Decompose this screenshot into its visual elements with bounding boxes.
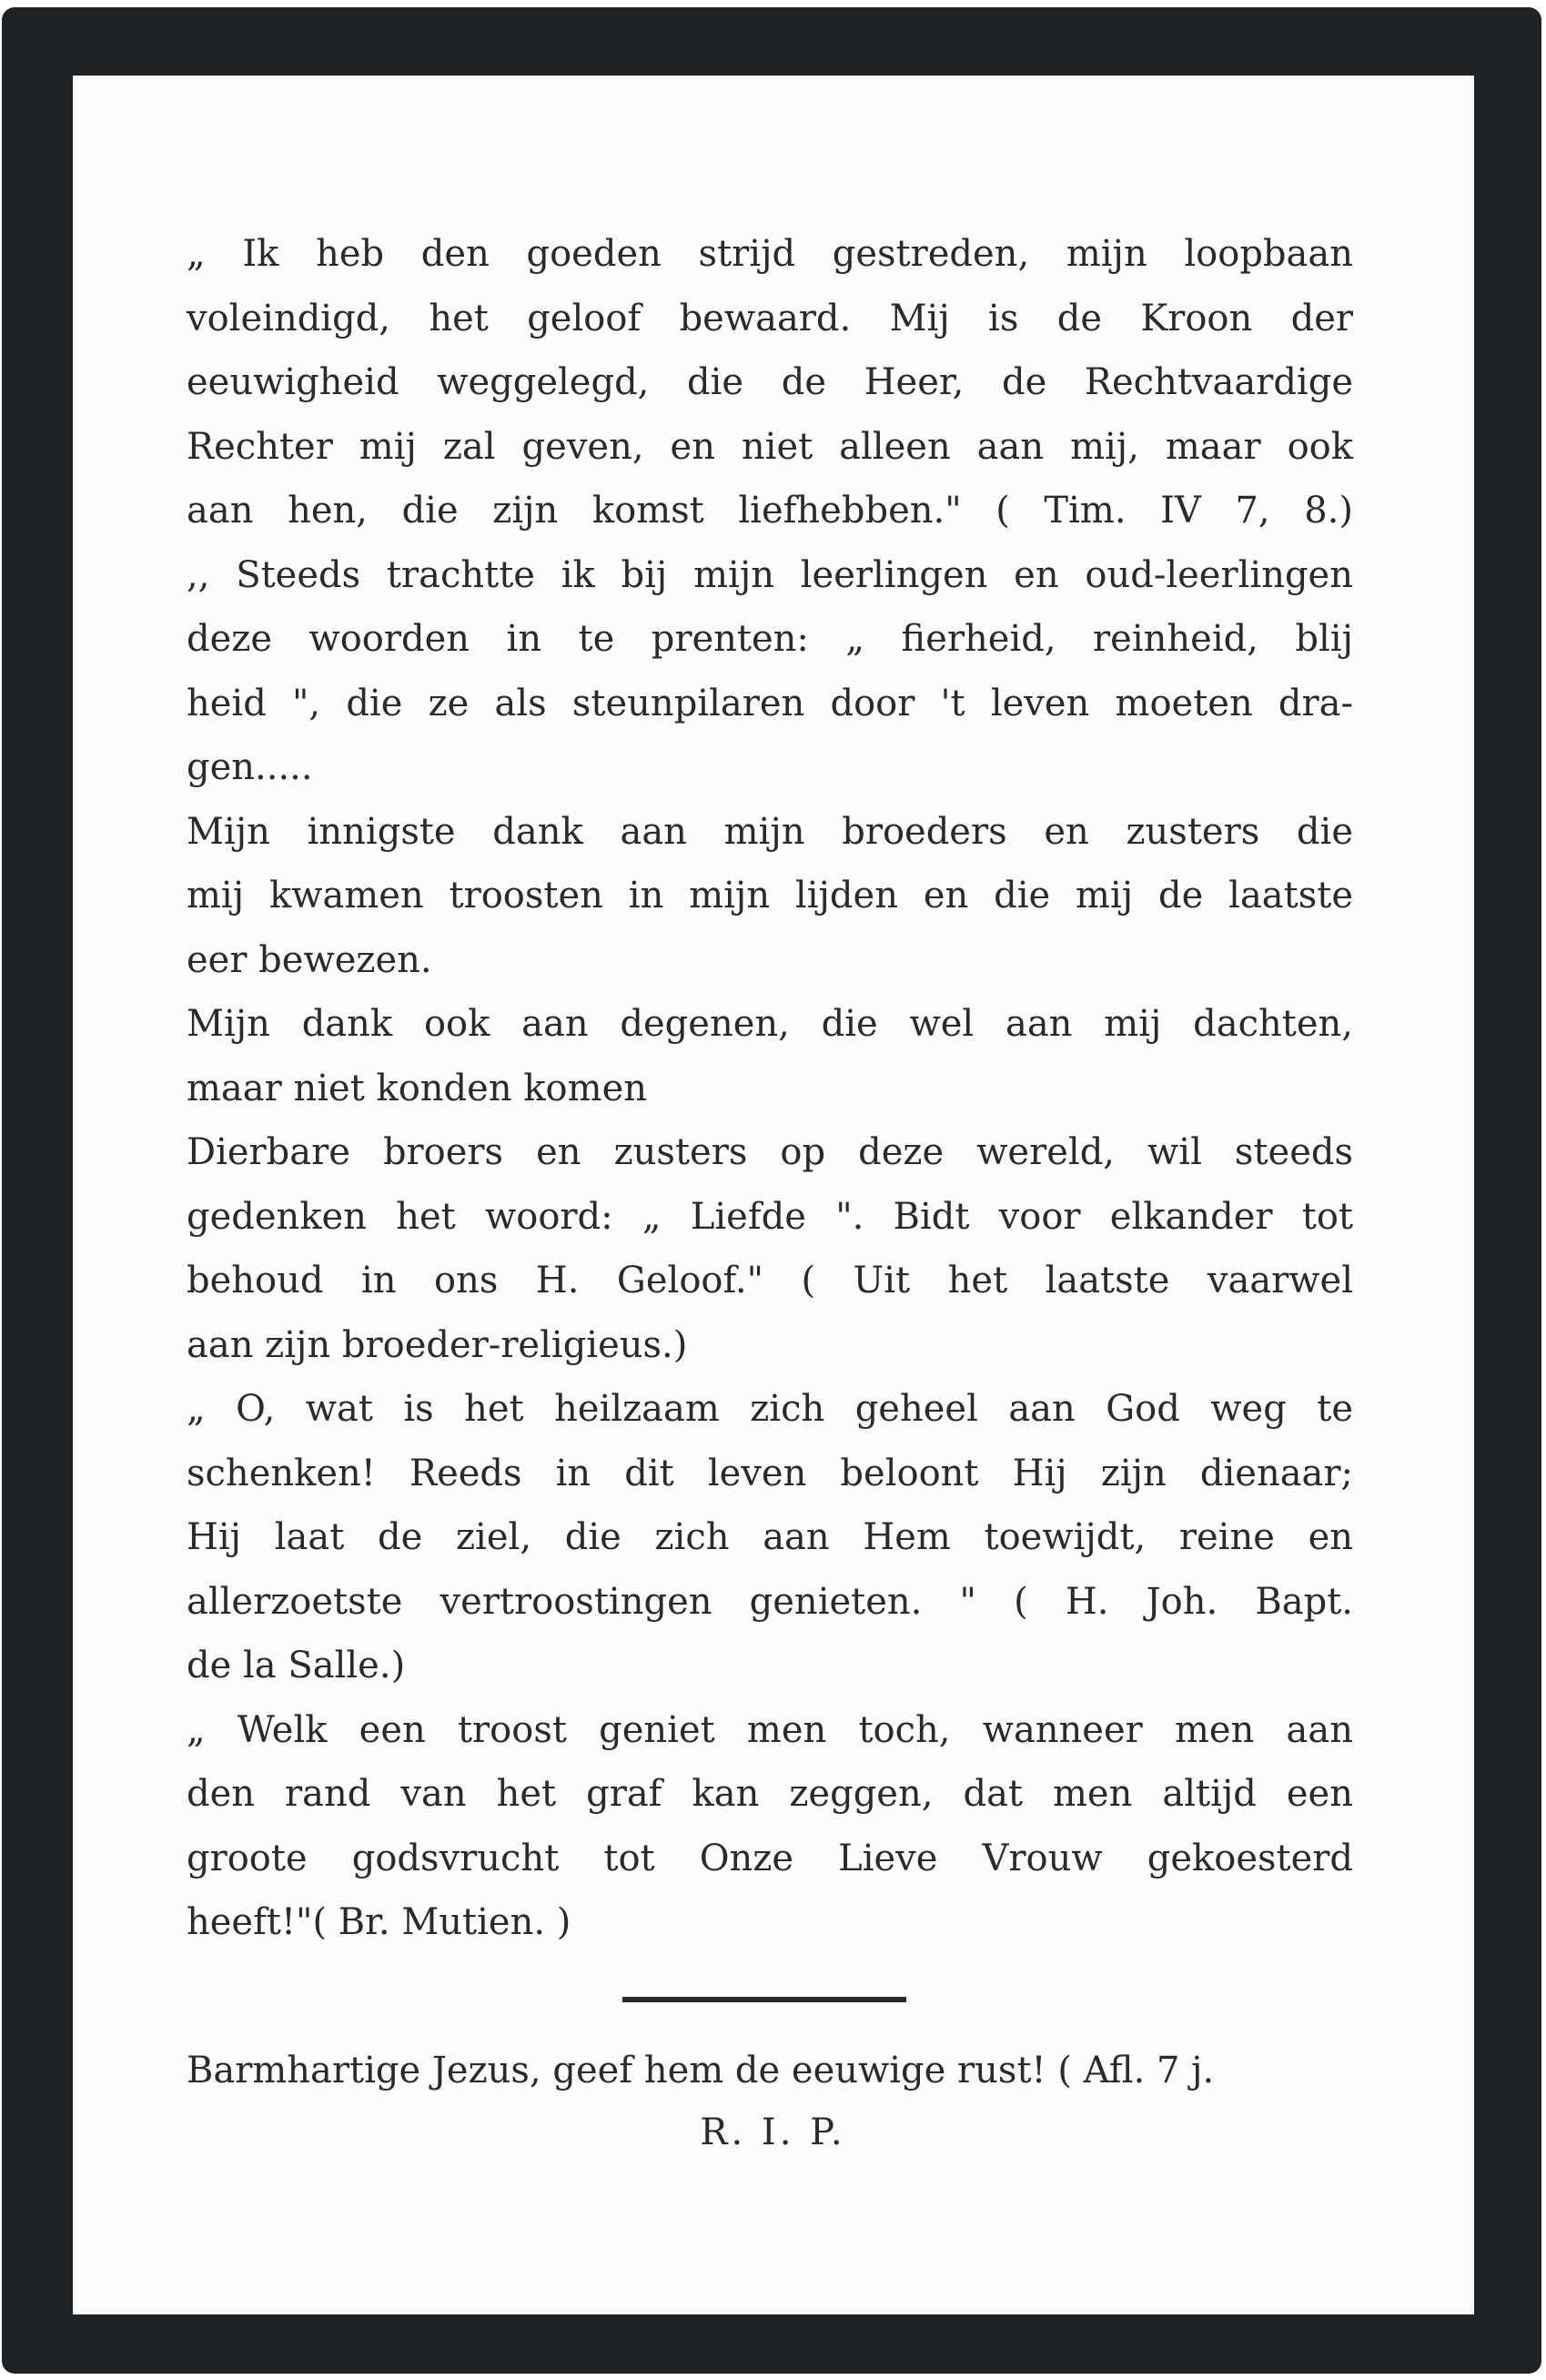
text-line: Rechter mij zal geven, en niet alleen aan mij, maar ook — [187, 425, 1353, 468]
text-line: behoud in ons H. Geloof." ( Uit het laatste vaarwel — [187, 1260, 1353, 1301]
text-line: „ O, wat is het heilzaam zich geheel aan God weg te — [187, 1388, 1353, 1430]
text-line: gedenken het woord: „ Liefde ". Bidt voor elkander tot — [187, 1195, 1353, 1238]
text-line: allerzoetste vertroostingen genieten. " ( H. Joh. Bapt. — [187, 1580, 1353, 1623]
text-line: groote godsvrucht tot Onze Lieve Vrouw gekoesterd — [187, 1837, 1353, 1879]
text-line: Dierbare broers en zusters op deze wereld, wil steeds — [187, 1131, 1353, 1173]
text-line: aan hen, die zijn komst liefhebben." ( Tim. IV 7, 8.) — [187, 490, 1353, 532]
text-line: eeuwigheid weggelegd, die de Heer, de Rechtvaardige — [187, 361, 1353, 403]
text-line: gen..... — [187, 746, 313, 788]
text-line: deze woorden in te prenten: „ fierheid, reinheid, blij — [187, 618, 1353, 660]
text-line: de la Salle.) — [187, 1645, 406, 1686]
text-line: „ Ik heb den goeden strijd gestreden, mijn loopbaan — [187, 233, 1353, 275]
text-line: mij kwamen troosten in mijn lijden en die mij de laatste — [187, 875, 1353, 917]
text-line: heid ", die ze als steunpilaren door 't leven moeten dra- — [187, 682, 1353, 724]
rip-inscription: R. I. P. — [700, 2112, 846, 2153]
text-line: ,, Steeds trachtte ik bij mijn leerlingen en oud-leerlingen — [187, 553, 1353, 596]
text-line: Mijn dank ook aan degenen, die wel aan mij dachten, — [187, 1003, 1353, 1045]
text-line: Mijn innigste dank aan mijn broeders en zusters die — [187, 810, 1353, 853]
divider-rule — [622, 1997, 906, 2002]
text-line: eer bewezen. — [187, 938, 432, 981]
text-line: heeft!"( Br. Mutien. ) — [187, 1901, 571, 1943]
closing-prayer: Barmhartige Jezus, geef hem de eeuwige rust! ( Afl. 7 j. — [187, 2050, 1215, 2091]
text-line: Hij laat de ziel, die zich aan Hem toewijdt, reine en — [187, 1516, 1353, 1558]
text-line: maar niet konden komen — [187, 1067, 647, 1109]
text-line: den rand van het graf kan zeggen, dat men altijd een — [187, 1773, 1353, 1815]
memorial-text — [187, 222, 1353, 1955]
text-line: schenken! Reeds in dit leven beloont Hij zijn dienaar; — [187, 1452, 1353, 1494]
text-line: „ Welk een troost geniet men toch, wanneer men aan — [187, 1708, 1353, 1751]
text-line: voleindigd, het geloof bewaard. Mij is de Kroon der — [187, 297, 1353, 339]
text-line: aan zijn broeder-religieus.) — [187, 1323, 688, 1366]
